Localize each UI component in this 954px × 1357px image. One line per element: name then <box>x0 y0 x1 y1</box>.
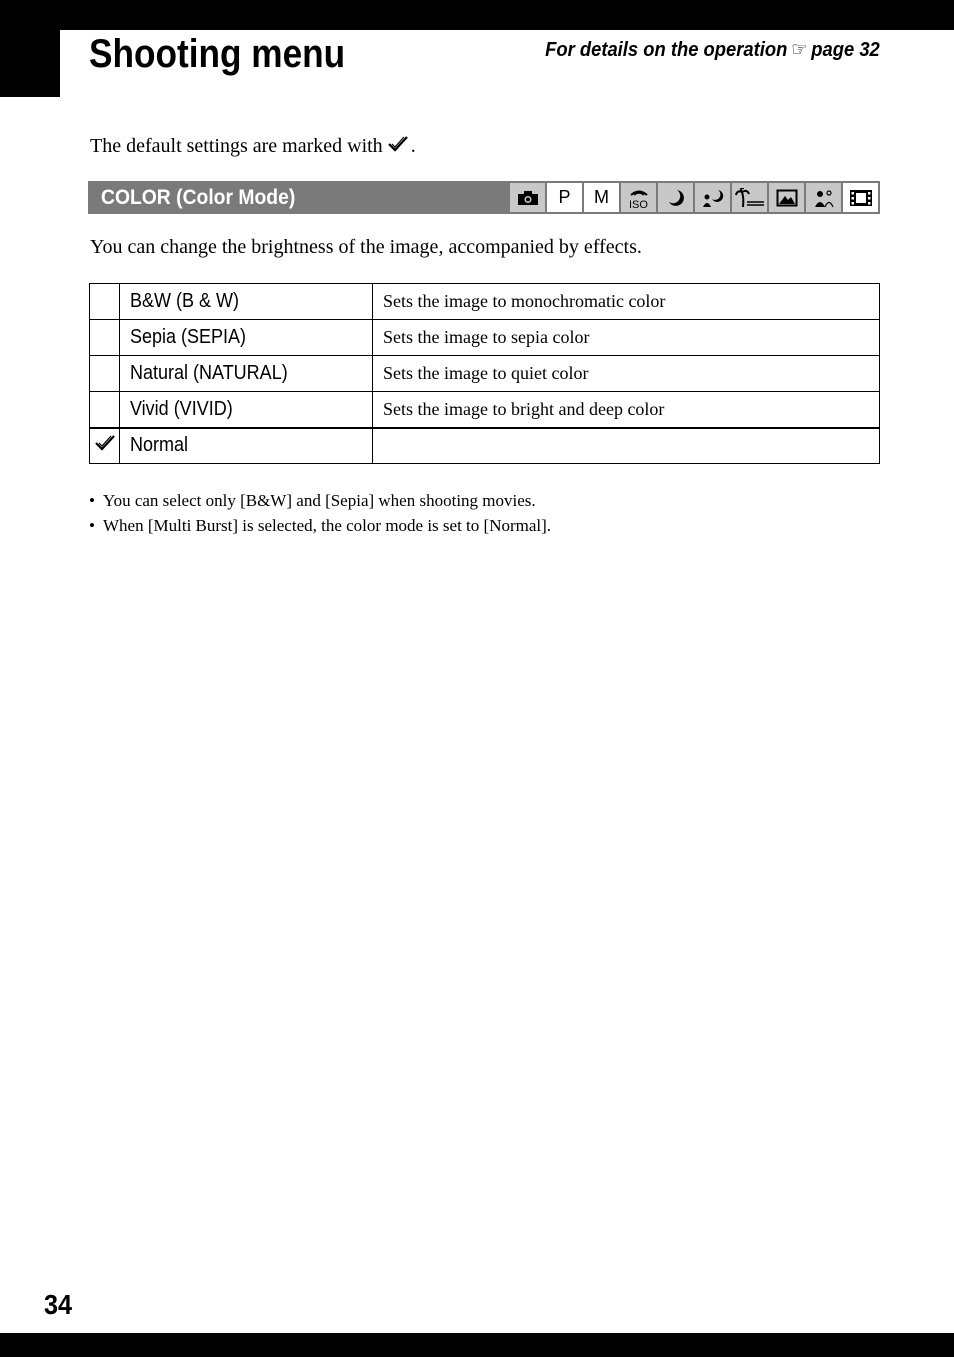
page-title: Shooting menu <box>89 32 346 76</box>
section-tab <box>0 30 60 97</box>
option-name: Sepia (SEPIA) <box>120 320 373 356</box>
table-row <box>90 356 880 392</box>
table-row <box>90 284 880 320</box>
soft-snap-icon <box>806 183 841 212</box>
page-number: 34 <box>44 1289 73 1320</box>
option-description: Sets the image to sepia color <box>373 320 880 356</box>
option-description <box>373 428 880 464</box>
color-mode-section-header <box>88 181 880 214</box>
color-mode-options-table <box>89 283 880 464</box>
mode-availability-icons <box>510 183 878 212</box>
program-auto-icon <box>547 183 582 212</box>
high-sensitivity-icon <box>621 183 656 212</box>
option-name: Natural (NATURAL) <box>120 356 373 392</box>
manual-icon <box>584 183 619 212</box>
option-name: Normal <box>120 428 373 464</box>
program-auto-label: P <box>558 187 571 207</box>
default-check-icon <box>387 133 409 161</box>
default-note-suffix: . <box>410 135 416 157</box>
default-settings-note <box>90 132 416 161</box>
camera-icon <box>510 183 545 212</box>
manual-label: M <box>594 187 609 207</box>
table-row <box>90 392 880 428</box>
option-description: Sets the image to bright and deep color <box>373 392 880 428</box>
notes-list <box>89 488 551 538</box>
default-marker-cell <box>90 356 120 392</box>
details-reference <box>545 36 880 64</box>
details-page-link[interactable]: page 32 <box>811 39 880 61</box>
twilight-portrait-icon <box>695 183 730 212</box>
pointing-hand-icon: ☞ <box>791 39 808 61</box>
list-item: • You can select only [B&W] and [Sepia] when shooting movies. <box>89 488 551 513</box>
option-name: B&W (B & W) <box>120 284 373 320</box>
default-note-text: The default settings are marked with <box>90 135 383 157</box>
section-title: COLOR (Color Mode) <box>101 186 296 209</box>
section-description: You can change the brightness of the image, accompanied by effects. <box>90 236 642 258</box>
default-marker-cell <box>90 428 120 464</box>
bottom-bar <box>0 1333 954 1357</box>
default-marker-cell <box>90 392 120 428</box>
landscape-icon <box>769 183 804 212</box>
details-text: For details on the operation <box>545 39 788 61</box>
table-row <box>90 320 880 356</box>
option-description: Sets the image to quiet color <box>373 356 880 392</box>
option-description: Sets the image to monochromatic color <box>373 284 880 320</box>
default-marker-cell <box>90 284 120 320</box>
twilight-icon <box>658 183 693 212</box>
movie-icon <box>843 183 878 212</box>
option-name: Vivid (VIVID) <box>120 392 373 428</box>
svg-text:ISO: ISO <box>628 198 648 209</box>
table-row <box>90 428 880 464</box>
top-bar <box>0 0 954 30</box>
default-check-icon <box>94 439 116 456</box>
beach-icon <box>732 183 767 212</box>
default-marker-cell <box>90 320 120 356</box>
list-item: • When [Multi Burst] is selected, the color mode is set to [Normal]. <box>89 513 551 538</box>
